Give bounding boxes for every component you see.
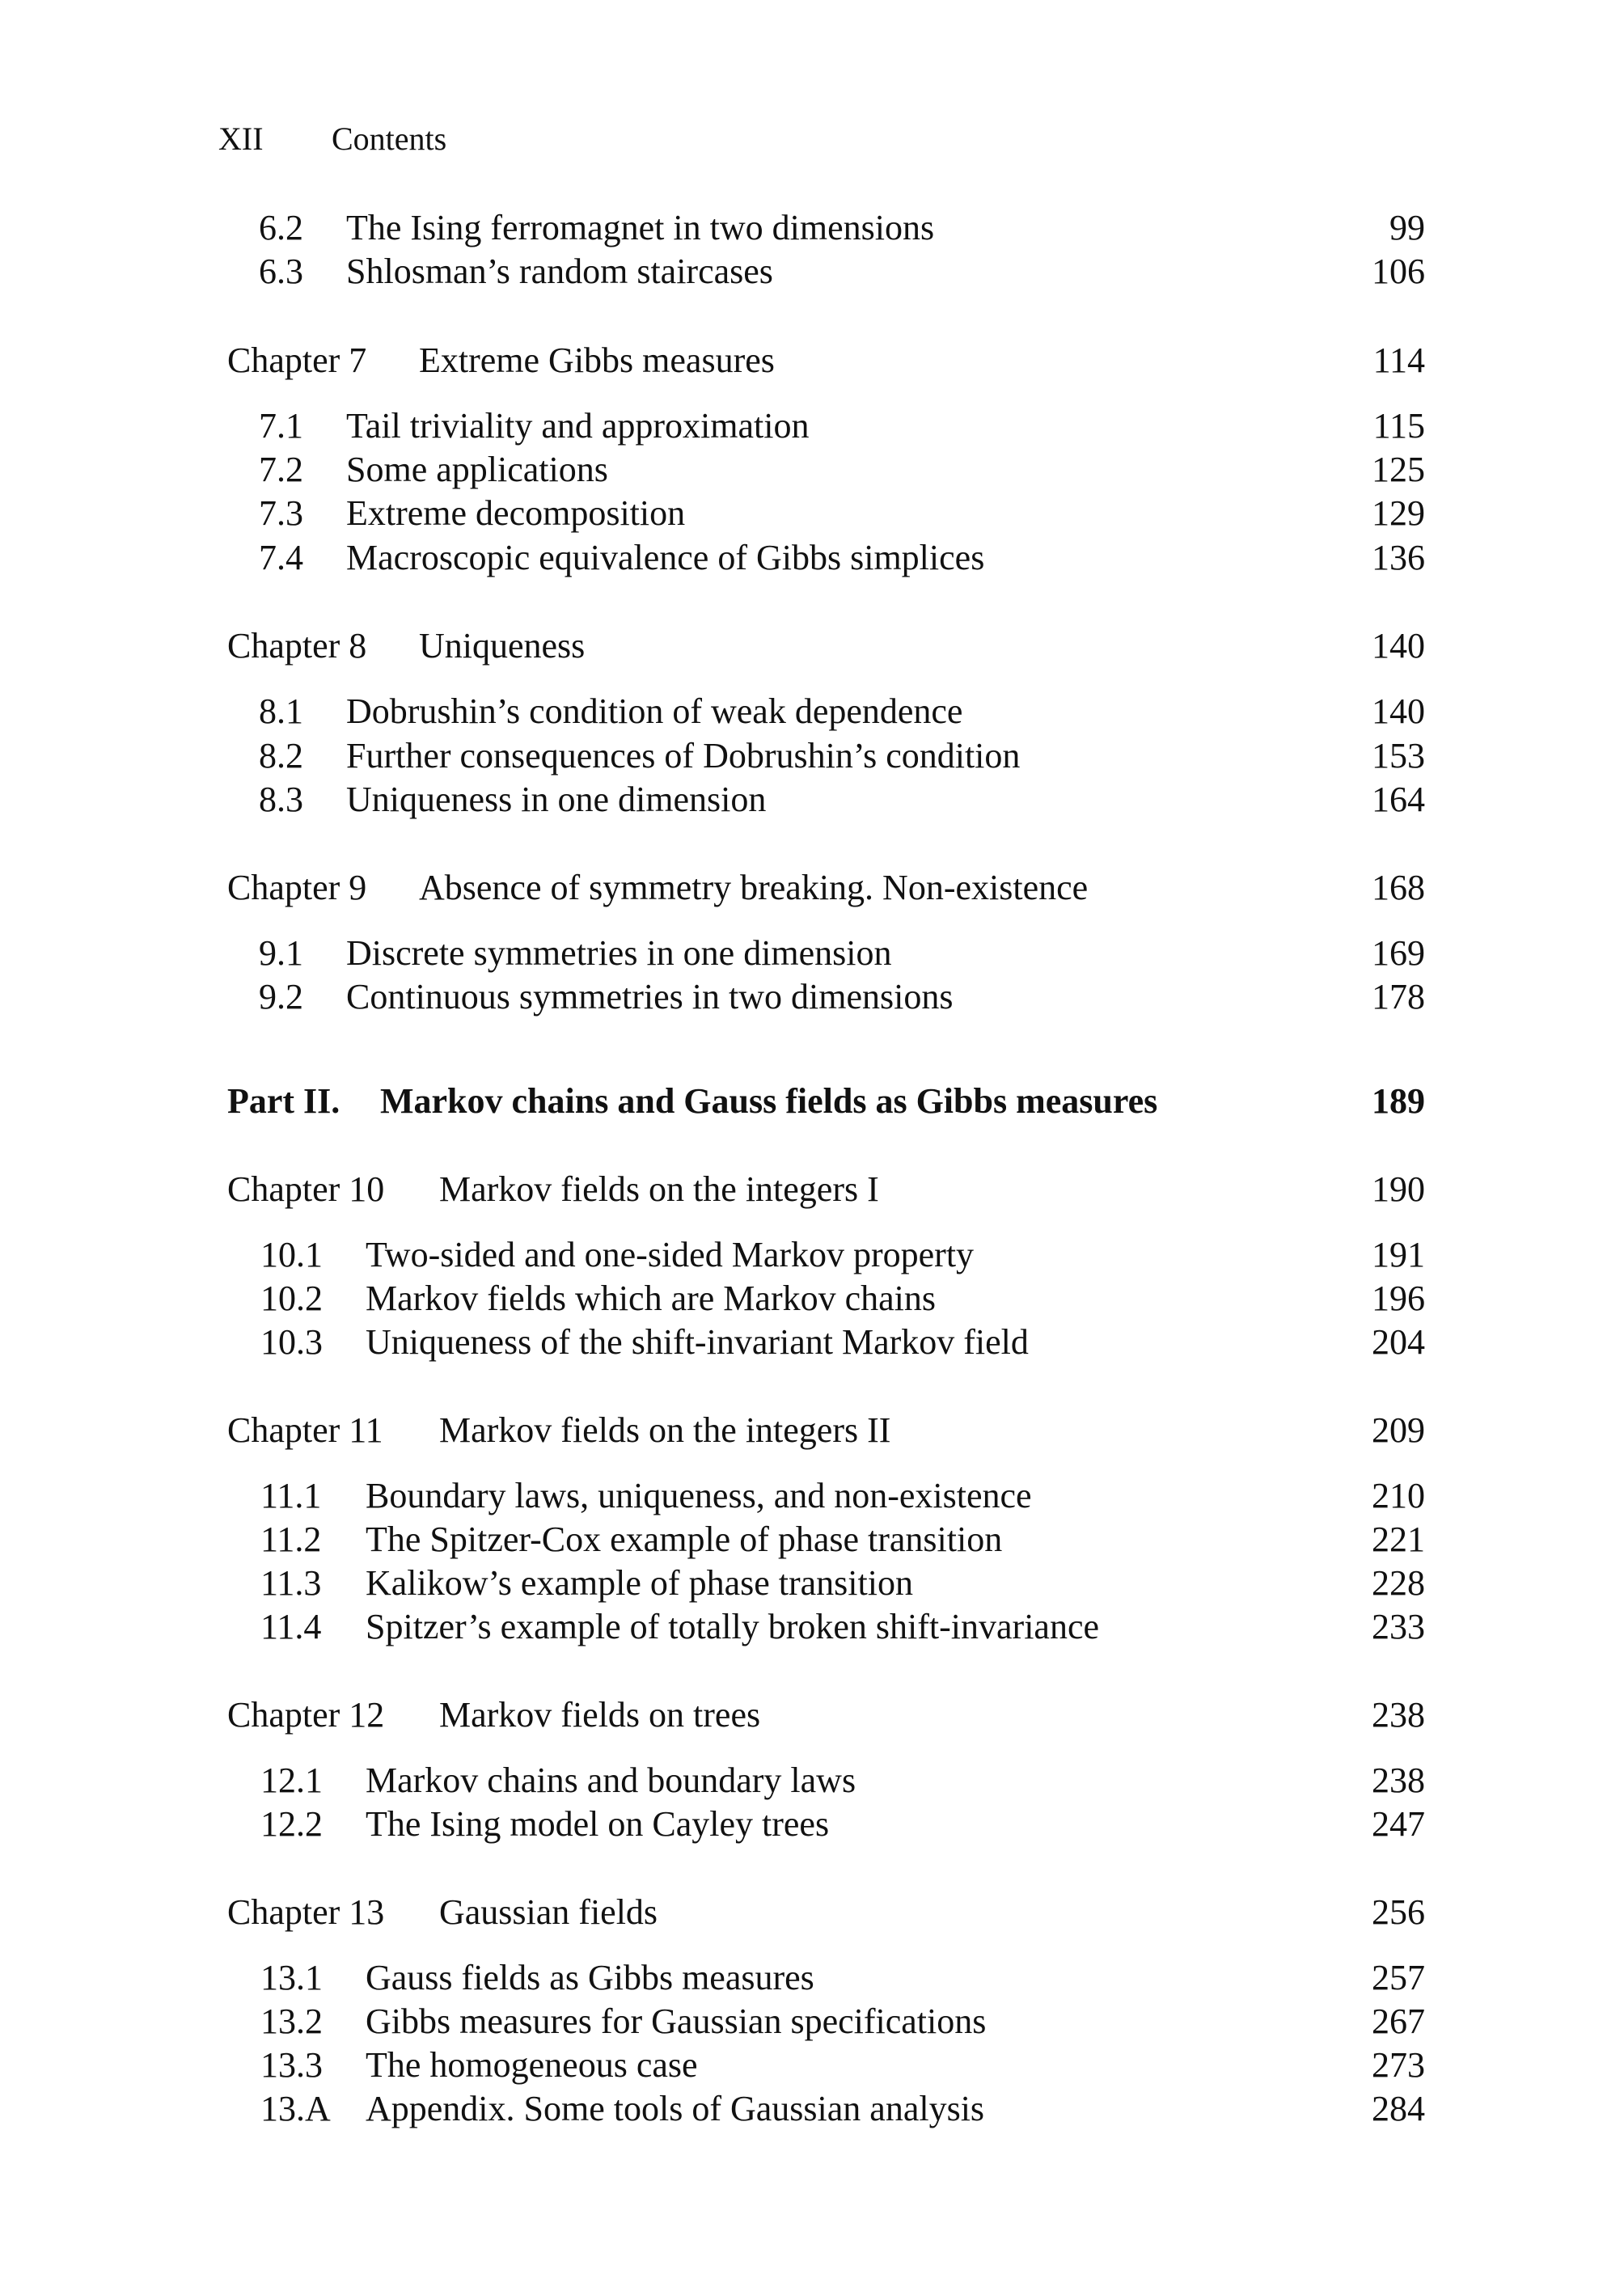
section-title: Gibbs measures for Gaussian specifications xyxy=(366,2001,987,2041)
page-ref: 228 xyxy=(1372,1563,1425,1603)
chapter-title: Extreme Gibbs measures xyxy=(419,340,775,380)
section-number: 10.3 xyxy=(260,1322,323,1362)
section-title: Some applications xyxy=(346,450,608,489)
page-ref: 247 xyxy=(1372,1804,1425,1844)
page-ref: 204 xyxy=(1372,1322,1425,1362)
page-ref: 164 xyxy=(1372,780,1425,819)
chapter-title: Gaussian fields xyxy=(439,1892,658,1932)
toc-section-row xyxy=(0,1603,1624,1651)
page-ref: 210 xyxy=(1372,1476,1425,1515)
page-ref: 169 xyxy=(1372,933,1425,973)
page-ref: 284 xyxy=(1372,2089,1425,2128)
section-title: Uniqueness in one dimension xyxy=(346,780,767,819)
page-ref: 153 xyxy=(1372,736,1425,776)
running-title: Contents xyxy=(332,120,447,157)
section-title: The Spitzer-Cox example of phase transition xyxy=(366,1519,1003,1559)
page-ref: 129 xyxy=(1372,493,1425,533)
toc-section-row xyxy=(0,247,1624,296)
chapter-title: Markov fields on the integers II xyxy=(439,1410,891,1450)
page-ref: 125 xyxy=(1372,450,1425,489)
page-ref: 196 xyxy=(1372,1279,1425,1318)
section-title: Discrete symmetries in one dimension xyxy=(346,933,892,973)
section-number: 11.2 xyxy=(260,1519,322,1559)
section-title: Extreme decomposition xyxy=(346,493,686,533)
page-number: XII xyxy=(218,120,264,157)
page-ref: 209 xyxy=(1372,1410,1425,1450)
section-number: 10.1 xyxy=(260,1235,323,1274)
toc-section-row xyxy=(0,1954,1624,2002)
chapter-label: Chapter 12 xyxy=(227,1695,385,1735)
toc-section-row xyxy=(0,1318,1624,1367)
page-ref: 114 xyxy=(1372,340,1425,380)
page-ref: 191 xyxy=(1372,1235,1425,1274)
section-number: 6.2 xyxy=(259,208,303,247)
page-ref: 221 xyxy=(1372,1519,1425,1559)
section-number: 8.3 xyxy=(259,780,303,819)
chapter-label: Chapter 7 xyxy=(227,340,367,380)
toc-section-row xyxy=(0,446,1624,494)
toc-section-row xyxy=(0,402,1624,450)
toc-chapter-row xyxy=(0,1165,1624,1214)
page-ref: 115 xyxy=(1372,406,1425,446)
toc-chapter-row xyxy=(0,1888,1624,1937)
toc-section-row xyxy=(0,1231,1624,1279)
section-title: The homogeneous case xyxy=(366,2045,698,2085)
section-number: 13.1 xyxy=(260,1958,323,1997)
chapter-title: Markov fields on the integers I xyxy=(439,1169,879,1209)
toc-chapter-row xyxy=(0,864,1624,912)
section-title: The Ising ferromagnet in two dimensions xyxy=(346,208,935,247)
toc-chapter-row xyxy=(0,1691,1624,1739)
section-title: Continuous symmetries in two dimensions xyxy=(346,977,954,1016)
toc-section-row xyxy=(0,2041,1624,2090)
section-title: Spitzer’s example of totally broken shift-invariance xyxy=(366,1607,1100,1646)
toc-section-row xyxy=(0,1756,1624,1805)
section-title: Uniqueness of the shift-invariant Markov field xyxy=(366,1322,1029,1362)
part-title: Markov chains and Gauss fields as Gibbs measures xyxy=(380,1081,1158,1121)
section-number: 7.3 xyxy=(259,493,303,533)
section-number: 13.2 xyxy=(260,2001,323,2041)
section-title: Markov chains and boundary laws xyxy=(366,1760,856,1800)
toc-section-row xyxy=(0,1515,1624,1564)
section-number: 8.2 xyxy=(259,736,303,776)
chapter-title: Uniqueness xyxy=(419,626,586,666)
section-number: 7.1 xyxy=(259,406,303,446)
toc-section-row xyxy=(0,2085,1624,2133)
section-title: Kalikow’s example of phase transition xyxy=(366,1563,913,1603)
toc-section-row xyxy=(0,687,1624,736)
chapter-label: Chapter 11 xyxy=(227,1410,383,1450)
toc-section-row xyxy=(0,929,1624,978)
page-ref: 257 xyxy=(1372,1958,1425,1997)
toc-section-row xyxy=(0,1997,1624,2046)
part-label: Part II. xyxy=(227,1081,340,1121)
page-ref: 99 xyxy=(1389,208,1425,247)
toc-section-row xyxy=(0,1274,1624,1323)
section-number: 13.3 xyxy=(260,2045,323,2085)
section-title: Boundary laws, uniqueness, and non-existence xyxy=(366,1476,1032,1515)
page-ref: 140 xyxy=(1372,691,1425,731)
section-number: 7.4 xyxy=(259,538,303,577)
toc-section-row xyxy=(0,534,1624,582)
page-ref: 238 xyxy=(1372,1695,1425,1735)
section-number: 7.2 xyxy=(259,450,303,489)
chapter-label: Chapter 10 xyxy=(227,1169,385,1209)
section-number: 8.1 xyxy=(259,691,303,731)
page-ref: 273 xyxy=(1372,2045,1425,2085)
toc-section-row xyxy=(0,1559,1624,1608)
page-ref: 190 xyxy=(1372,1169,1425,1209)
section-number: 6.3 xyxy=(259,251,303,291)
page-ref: 233 xyxy=(1372,1607,1425,1646)
page-ref: 140 xyxy=(1372,626,1425,666)
section-title: Shlosman’s random staircases xyxy=(346,251,773,291)
toc-section-row xyxy=(0,732,1624,780)
toc-section-row xyxy=(0,776,1624,824)
toc-section-row xyxy=(0,204,1624,252)
toc-section-row xyxy=(0,1800,1624,1849)
section-title: Further consequences of Dobrushin’s condition xyxy=(346,736,1021,776)
toc-section-row xyxy=(0,1472,1624,1520)
section-number: 9.1 xyxy=(259,933,303,973)
section-title: Markov fields which are Markov chains xyxy=(366,1279,937,1318)
section-number: 11.3 xyxy=(260,1563,322,1603)
page-ref: 168 xyxy=(1372,868,1425,907)
section-title: Macroscopic equivalence of Gibbs simplices xyxy=(346,538,985,577)
toc-section-row xyxy=(0,973,1624,1021)
page-ref: 178 xyxy=(1372,977,1425,1016)
section-number: 12.1 xyxy=(260,1760,323,1800)
chapter-label: Chapter 8 xyxy=(227,626,367,666)
section-title: Appendix. Some tools of Gaussian analysis xyxy=(366,2089,985,2128)
section-title: Two-sided and one-sided Markov property xyxy=(366,1235,975,1274)
chapter-label: Chapter 9 xyxy=(227,868,367,907)
toc-chapter-row xyxy=(0,1406,1624,1455)
toc-section-row xyxy=(0,489,1624,538)
section-title: The Ising model on Cayley trees xyxy=(366,1804,830,1844)
section-title: Gauss fields as Gibbs measures xyxy=(366,1958,814,1997)
section-title: Tail triviality and approximation xyxy=(346,406,810,446)
page-ref: 238 xyxy=(1372,1760,1425,1800)
chapter-title: Markov fields on trees xyxy=(439,1695,761,1735)
section-number: 9.2 xyxy=(259,977,303,1016)
page-ref: 256 xyxy=(1372,1892,1425,1932)
toc-part-row xyxy=(0,1077,1624,1126)
chapter-title: Absence of symmetry breaking. Non-existence xyxy=(419,868,1089,907)
chapter-label: Chapter 13 xyxy=(227,1892,385,1932)
section-number: 12.2 xyxy=(260,1804,323,1844)
page-ref: 189 xyxy=(1372,1081,1425,1121)
section-number: 10.2 xyxy=(260,1279,323,1318)
toc-chapter-row xyxy=(0,336,1624,385)
section-number: 11.1 xyxy=(260,1476,322,1515)
page-ref: 267 xyxy=(1372,2001,1425,2041)
section-number: 11.4 xyxy=(260,1607,322,1646)
toc-chapter-row xyxy=(0,622,1624,670)
section-title: Dobrushin’s condition of weak dependence xyxy=(346,691,963,731)
page-ref: 136 xyxy=(1372,538,1425,577)
section-number: 13.A xyxy=(260,2089,331,2128)
page-ref: 106 xyxy=(1372,251,1425,291)
